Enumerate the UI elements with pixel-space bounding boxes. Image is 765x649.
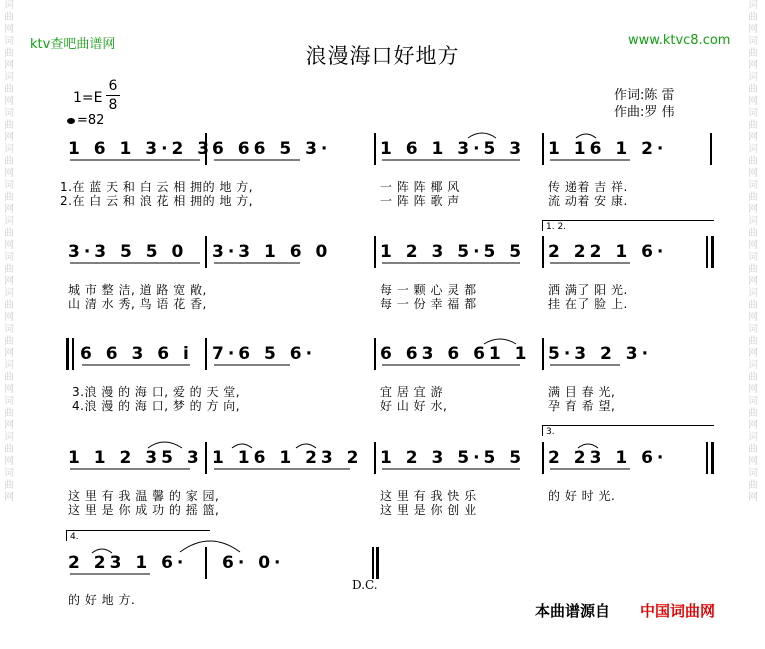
site-url-right: www.ktvc8.com xyxy=(628,33,731,48)
measure-notes: 1 2 3 5·5 5 xyxy=(380,242,526,262)
measure-notes: 3·3 1 6 0 xyxy=(212,242,332,262)
time-top: 6 xyxy=(108,78,118,94)
lyric-line: 这 里 有 我 快 乐 xyxy=(380,489,477,503)
time-bottom: 8 xyxy=(108,97,118,113)
measure-notes: 2 22 1 6· xyxy=(548,242,668,262)
slur-mark xyxy=(296,444,316,448)
measure-notes: 1 16 1 2· xyxy=(548,139,668,159)
song-title: 浪漫海口好地方 xyxy=(305,44,460,68)
lyric-line: 一 阵 阵 歌 声 xyxy=(380,194,460,208)
volta-label: 1. 2. xyxy=(546,222,567,232)
watermark-right: 词曲网词曲网词曲网词曲网词曲网词曲网词曲网词曲网词曲网词曲网词曲网词曲网词曲网词曲网 xyxy=(748,0,758,503)
site-name-left: ktv查吧曲谱网 xyxy=(30,37,116,52)
measure-notes: 3·3 5 5 0 xyxy=(68,242,188,262)
lyric-line: 1.在 蓝 天 和 白 云 相 拥的 地 方, xyxy=(60,180,254,194)
measure-notes: 1 6 1 3·5 3 xyxy=(380,139,526,159)
slur-mark xyxy=(148,442,182,448)
slur-mark xyxy=(576,134,596,138)
da-capo-mark: D.C. xyxy=(352,578,378,592)
lyric-line: 宜 居 宜 游 xyxy=(380,385,443,399)
measure-notes: 2 23 1 6· xyxy=(68,553,188,573)
lyric-line: 这 里 是 你 成 功 的 摇 篮, xyxy=(68,503,220,517)
measure-notes: 1 6 1 3·2 3 xyxy=(68,139,214,159)
lyric-line: 传 递着 吉 祥. xyxy=(548,180,628,194)
lyric-line: 这 里 有 我 温 馨 的 家 园, xyxy=(68,489,220,503)
lyric-line: 4.浪 漫 的 海 口, 梦 的 方 向, xyxy=(72,399,241,413)
lyricist-credit: 作词:陈 雷 xyxy=(614,88,675,103)
composer-credit: 作曲:罗 伟 xyxy=(614,105,675,120)
lyric-line: 的 好 地 方. xyxy=(68,593,136,607)
lyric-line: 流 动着 安 康. xyxy=(548,194,628,208)
source-site-link[interactable]: 中国词曲网 xyxy=(640,602,716,620)
measure-notes: 1 1 2 35 3 xyxy=(68,448,203,468)
lyric-line: 满 目 春 光, xyxy=(548,385,616,399)
lyric-line: 山 清 水 秀, 鸟 语 花 香, xyxy=(68,297,207,311)
measure-notes: 6 66 5 3· xyxy=(212,139,332,159)
measure-notes: 1 16 1 23 2 xyxy=(212,448,363,468)
measure-notes: 2 23 1 6· xyxy=(548,448,668,468)
lyric-line: 每 一 份 幸 福 都 xyxy=(380,297,477,311)
lyric-line: 2.在 白 云 和 浪 花 相 拥的 地 方, xyxy=(60,194,254,208)
lyric-line: 这 里 是 你 创 业 xyxy=(380,503,477,517)
measure-notes: 5·3 2 3· xyxy=(548,344,653,364)
slur-mark xyxy=(232,444,252,448)
lyric-line: 孕 育 希 望, xyxy=(548,399,616,413)
lyric-line: 3.浪 漫 的 海 口, 爱 的 天 堂, xyxy=(72,385,241,399)
lyric-line: 一 阵 阵 椰 风 xyxy=(380,180,460,194)
slur-mark xyxy=(484,339,516,344)
volta-label: 4. xyxy=(70,532,79,542)
lyric-line: 城 市 整 洁, 道 路 宽 敞, xyxy=(68,283,207,297)
lyric-line: 每 一 颗 心 灵 都 xyxy=(380,283,477,297)
slur-mark xyxy=(92,549,112,553)
measure-notes: 6 6 3 6 i xyxy=(80,344,193,364)
key-signature: 1=E xyxy=(73,90,103,106)
lyric-line: 好 山 好 水, xyxy=(380,399,448,413)
tempo-value: =82 xyxy=(77,113,105,128)
source-label: 本曲谱源自 xyxy=(535,602,611,620)
volta-label: 3. xyxy=(546,427,555,437)
slur-mark xyxy=(468,133,496,138)
lyric-line: 的 好 时 光. xyxy=(548,489,616,503)
measure-notes: 7·6 5 6· xyxy=(212,344,317,364)
slur-mark xyxy=(578,444,598,448)
measure-notes: 6 63 6 61 1 xyxy=(380,344,531,364)
lyric-line: 洒 满了 阳 光. xyxy=(548,283,628,297)
lyric-line: 挂 在了 脸 上. xyxy=(548,297,628,311)
watermark-left: 词曲网词曲网词曲网词曲网词曲网词曲网词曲网词曲网词曲网词曲网词曲网词曲网词曲网词曲网 xyxy=(4,0,14,503)
measure-notes: 6· 0· xyxy=(222,553,285,573)
measure-notes: 1 2 3 5·5 5 xyxy=(380,448,526,468)
tie-mark xyxy=(180,541,240,552)
